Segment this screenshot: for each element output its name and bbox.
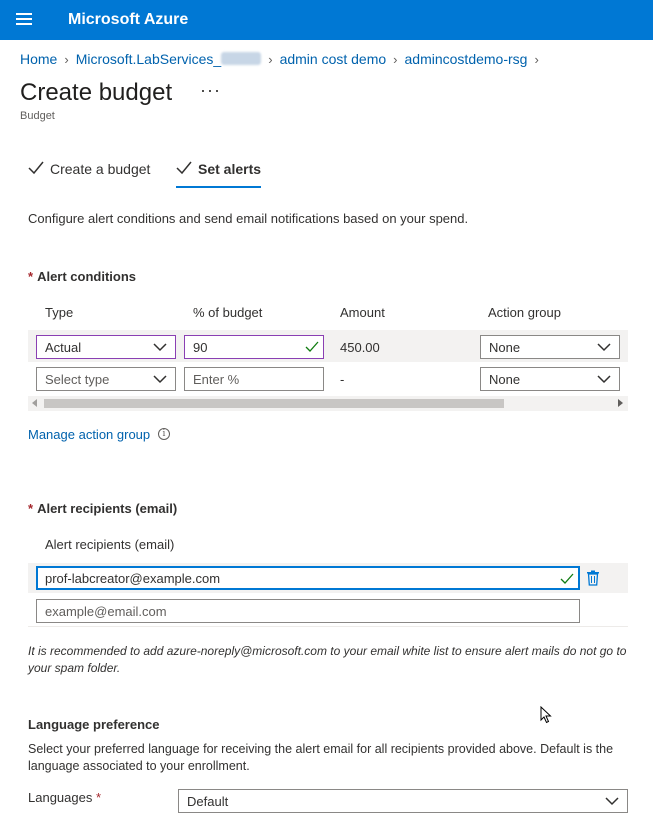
action-group-value: None — [489, 340, 521, 355]
hamburger-icon[interactable] — [16, 13, 32, 27]
section-title-text: Alert conditions — [37, 269, 137, 284]
chevron-right-icon: › — [268, 52, 273, 67]
chevron-down-icon — [597, 373, 611, 385]
breadcrumb-home[interactable]: Home — [20, 51, 58, 67]
email-input[interactable] — [36, 566, 580, 590]
email-input[interactable] — [36, 599, 580, 623]
breadcrumb-labservices[interactable]: Microsoft.LabServices_ — [76, 51, 262, 67]
email-placeholder: example@email.com — [45, 604, 167, 619]
language-value: Default — [187, 794, 229, 809]
scrollbar-thumb[interactable] — [44, 399, 504, 408]
amount-value: 450.00 — [340, 340, 380, 355]
checkmark-icon — [560, 573, 574, 585]
whitelist-note: It is recommended to add azure-noreply@microsoft.com to your email white list to ensure alert mails do not go to your spam folder. — [28, 644, 627, 675]
alert-conditions-title — [28, 269, 136, 284]
tab-label: Set alerts — [198, 161, 262, 177]
chevron-down-icon — [153, 373, 167, 385]
chevron-right-icon: › — [64, 52, 69, 67]
label-text: Languages — [28, 790, 93, 805]
language-title: Language preference — [28, 717, 160, 732]
top-bar — [0, 0, 653, 40]
required-mark: * — [28, 501, 34, 516]
languages-label — [28, 790, 105, 805]
percent-placeholder: Enter % — [193, 372, 240, 387]
cursor-icon — [540, 706, 552, 724]
description: Configure alert conditions and send email notifications based on your spend. — [28, 211, 469, 226]
alert-recipients-title — [28, 501, 177, 516]
action-group-value: None — [489, 372, 521, 387]
page-subtitle: Budget — [20, 110, 55, 122]
tab-set-alerts[interactable] — [176, 161, 261, 188]
language-description: Select your preferred language for receiving the alert email for all recipients provided above. Default is the language associated to your enrollment. — [28, 742, 614, 773]
chevron-right-icon: › — [393, 52, 398, 67]
scroll-right-icon[interactable] — [618, 399, 623, 407]
column-action-group: Action group — [488, 305, 561, 320]
chevron-down-icon — [597, 341, 611, 353]
section-title-text: Alert recipients (email) — [37, 501, 178, 516]
tab-label: Create a budget — [50, 161, 151, 177]
checkmark-icon — [28, 161, 44, 175]
more-icon[interactable]: ··· — [200, 80, 221, 100]
scroll-left-icon[interactable] — [32, 399, 37, 407]
action-group-dropdown[interactable] — [480, 335, 620, 359]
type-dropdown[interactable] — [36, 367, 176, 391]
column-percent: % of budget — [193, 305, 263, 320]
type-value: Actual — [45, 340, 82, 355]
required-mark: * — [28, 269, 34, 284]
breadcrumb-admin-cost-demo[interactable]: admin cost demo — [279, 51, 387, 67]
column-amount: Amount — [340, 305, 385, 320]
column-type: Type — [45, 305, 74, 320]
page-title: Create budget — [20, 79, 173, 106]
percent-input[interactable] — [184, 367, 324, 391]
checkmark-icon — [176, 161, 192, 175]
checkmark-icon — [305, 341, 319, 353]
email-value: prof-labcreator@example.com — [45, 571, 221, 586]
app-title[interactable]: Microsoft Azure — [68, 11, 189, 28]
redacted-text — [221, 52, 261, 65]
language-dropdown[interactable] — [178, 789, 628, 813]
trash-icon[interactable] — [586, 570, 600, 586]
breadcrumb-resource-group[interactable]: admincostdemo-rsg — [404, 51, 528, 67]
amount-value: - — [340, 372, 345, 387]
divider — [28, 626, 628, 627]
horizontal-scrollbar[interactable] — [28, 396, 628, 411]
chevron-down-icon — [153, 341, 167, 353]
percent-input[interactable] — [184, 335, 324, 359]
tab-create-budget[interactable] — [28, 161, 150, 188]
action-group-dropdown[interactable] — [480, 367, 620, 391]
info-icon[interactable]: i — [158, 428, 170, 440]
chevron-right-icon: › — [534, 52, 539, 67]
recipients-column-header: Alert recipients (email) — [45, 537, 175, 552]
type-placeholder: Select type — [45, 372, 110, 387]
chevron-down-icon — [605, 795, 619, 807]
type-dropdown[interactable] — [36, 335, 176, 359]
breadcrumb — [20, 51, 546, 67]
manage-action-group-link[interactable]: Manage action group — [28, 427, 151, 442]
percent-value: 90 — [193, 340, 208, 355]
required-mark: * — [95, 790, 102, 805]
